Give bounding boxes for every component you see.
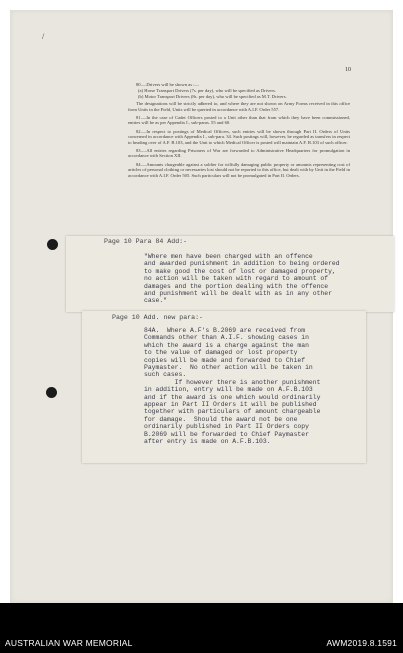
page-number: 10: [345, 67, 351, 73]
para-80: 80.—Drivers will be shown as :—: [136, 82, 200, 87]
para-84: 84.—Amounts chargeable against a soldier for wilfully damaging public property or amounts representing cost of articles of personal clothing or necessaries lost should not be reported to this office, but dealt with by Unit in the Field in accordance with A.I.F. Order 505. Such particulars will not be promulgated in Part II. Orders.: [128, 161, 350, 178]
para-80b: (b) Motor Transport Drivers (8s. per day), who will be specified as M.T. Drivers.: [138, 93, 287, 99]
para-80a: (a) Horse Transport Drivers (7s. per day), who will be specified as Drivers.: [138, 88, 276, 94]
printed-text: [128, 82, 350, 181]
slip2-header: Page 10 Add. new para:-: [112, 314, 204, 321]
slip1-header: Page 10 Para 84 Add:-: [104, 238, 188, 245]
para-82: 82.—In respect to postings of Medical Officers, such entries will be shown through Part II. Orders of Units concerned in accordance with Appendix I., sub-para. 34. Such postings will, however, be regarded as transfers in respect to heading over of A.F. B.103, and the Unit to which Medical Officer is posted will maintain A.F. B.103 of such officer.: [128, 128, 350, 145]
punch-hole-top: [47, 239, 58, 250]
pasted-amendment-slip-84a: [82, 311, 366, 463]
punch-hole-bottom: [46, 387, 57, 398]
para-80-note: The designations will be strictly adhered to, and where they are not shown on Army Forms received in this office from Units in the Field, Units will be queried in accordance with A.I.F. Order 557.: [128, 101, 350, 112]
footer-accession-number: AWM2019.8.1591: [326, 638, 397, 648]
footer-institution: AUSTRALIAN WAR MEMORIAL: [5, 638, 133, 648]
footer-bar: [0, 603, 403, 653]
pasted-amendment-slip-84: [66, 236, 394, 312]
slip2-text: 84A. Where A.F's B.2069 are received from Commands other than A.I.F. showing cases in which the award is a charge against the man to the value of damaged or lost property copies will be made and forwarded to Chief Paymaster. No other action will be taken in such cases. If however there is another punishment in addition, entry will be made on A.F.B.103 and if the award is one which would ordinarily appear in Part II Orders it will be published together with particulars of amount chargeable for damage. Should the award not be one ordinarily published in Part II Orders copy B.2069 will be forwarded to Chief Paymaster after entry is made on A.F.B.103.: [144, 327, 321, 446]
slip1-text: "Where men have been charged with an offence and awarded punishment in addition to being ordered to make good the cost of lost or damaged property, no action will be taken with regard to amount of damages and the portion dealing with the offence and punishment will be dealt with as in any other case.": [144, 253, 340, 305]
para-81: 81.—In the case of Cadet Officers posted to a Unit other than that from which they have been commissioned, entries will be as per Appendix I., sub-paras. 55 and 60.: [128, 115, 350, 126]
corner-mark: /: [42, 32, 45, 41]
para-83: 83.—All entries regarding Prisoners of War are forwarded to Administrative Headquarters for promulgation in accordance with Section XII.: [128, 148, 350, 159]
